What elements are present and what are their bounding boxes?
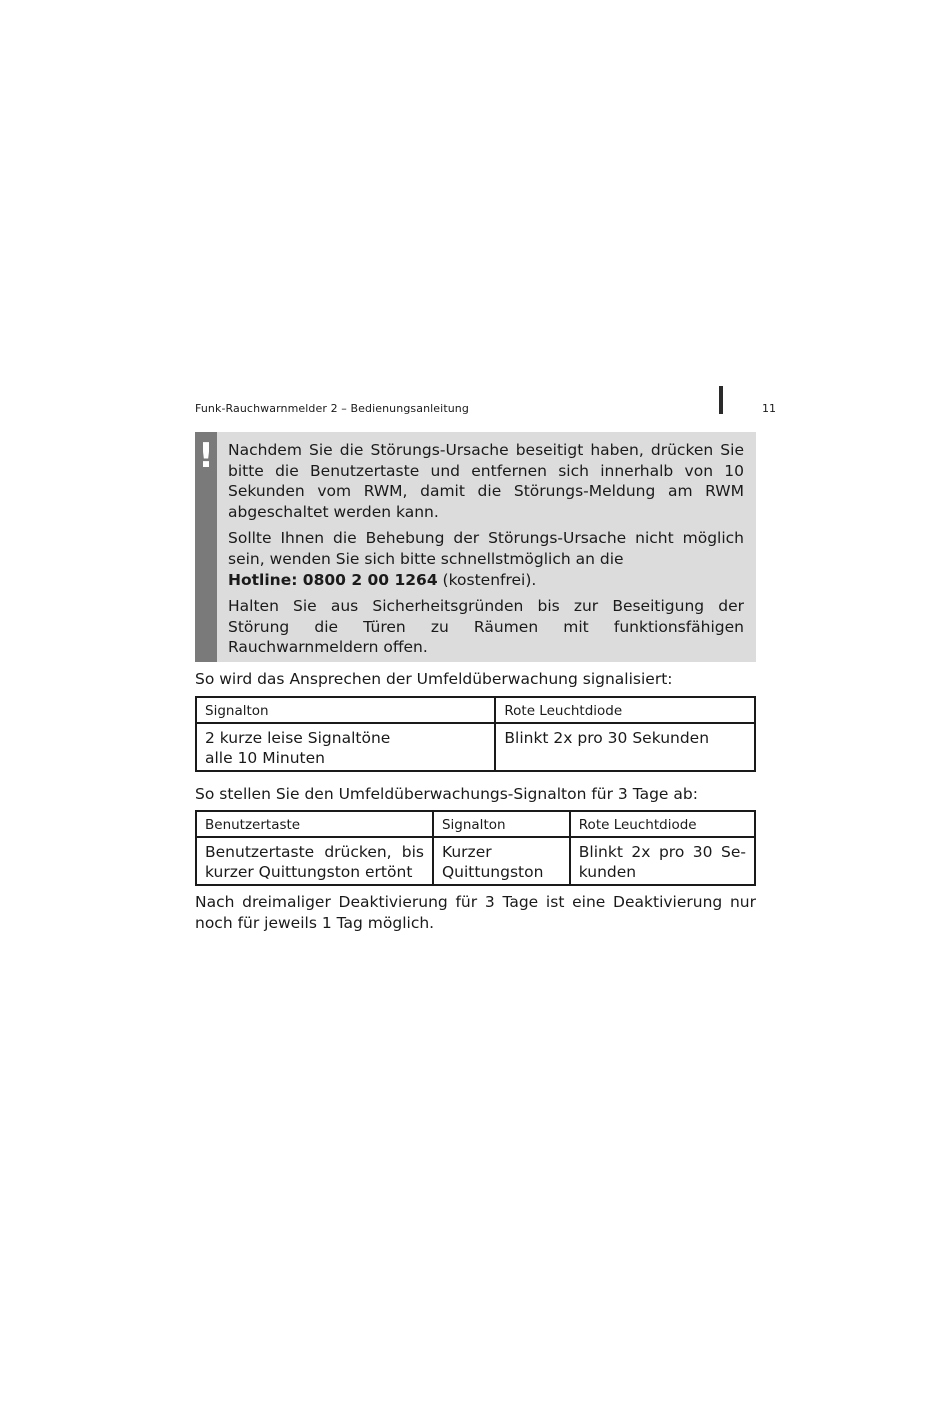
table-header-row (196, 811, 755, 837)
warning-sidebar (195, 432, 217, 662)
table-row (196, 837, 755, 885)
page-header (195, 402, 780, 418)
notice-paragraph-reset: Nachdem Sie die Störungs-Ursache beseitigt haben, drücken Sie bitte die Benutzertaste und entfernen sich innerhalb von 10 Sekunden vom RWM, damit die Störungs-Meldung am RWM abgeschaltet werden kann. (228, 441, 744, 521)
signal-table (195, 696, 756, 772)
table-header-cell: Signalton (196, 697, 495, 723)
table-header-cell: Signalton (433, 811, 570, 837)
table-cell: Benutzertaste drücken, bis kurzer Quittungston ertönt (196, 837, 433, 885)
document-title: Funk-Rauchwarnmelder 2 – Bedienungsanleitung (195, 402, 469, 415)
table-cell (433, 837, 570, 885)
hotline-note: (kostenfrei). (437, 570, 537, 589)
table-cell-text: 2 kurze leise Signaltöne alle 10 Minuten (205, 729, 391, 767)
table-header-cell: Benutzertaste (196, 811, 433, 837)
warning-notice-text (228, 440, 744, 658)
table-row (196, 723, 755, 771)
exclamation-icon: ! (198, 436, 214, 476)
notice-paragraph-doors: Halten Sie aus Sicherheitsgründen bis zur Beseitigung der Störung die Türen zu Räumen mit funktionsfähigen Rauchwarnmeldern offen. (228, 597, 744, 657)
table-cell-text: Kurzer Quittungston (441, 843, 544, 881)
closing-note: Nach dreimaliger Deaktivierung für 3 Tage ist eine Deaktivierung nur noch für jeweils 1 Tag möglich. (195, 893, 756, 932)
table-cell: Blinkt 2x pro 30 Sekunden (495, 723, 755, 771)
warning-notice-box (195, 432, 756, 662)
hotline-number: Hotline: 0800 2 00 1264 (228, 570, 438, 589)
table-header-cell: Rote Leuchtdiode (495, 697, 755, 723)
notice-hotline-intro: Sollte Ihnen die Behebung der Störungs-Ursache nicht möglich sein, wenden Sie sich bitte schnellstmöglich an die (228, 529, 744, 568)
table-header-cell: Rote Leuchtdiode (570, 811, 755, 837)
deactivation-table (195, 810, 756, 886)
header-marker-bar (719, 386, 723, 414)
page-number: 11 (762, 402, 776, 415)
table-cell (196, 723, 495, 771)
table-header-row (196, 697, 755, 723)
table-cell: Blinkt 2x pro 30 Sekunden (570, 837, 755, 885)
section-caption-signal: So wird das Ansprechen der Umfeldüberwachung signalisiert: (195, 670, 673, 688)
notice-paragraph-hotline (228, 528, 744, 590)
section-caption-deactivate: So stellen Sie den Umfeldüberwachungs-Signalton für 3 Tage ab: (195, 785, 698, 803)
